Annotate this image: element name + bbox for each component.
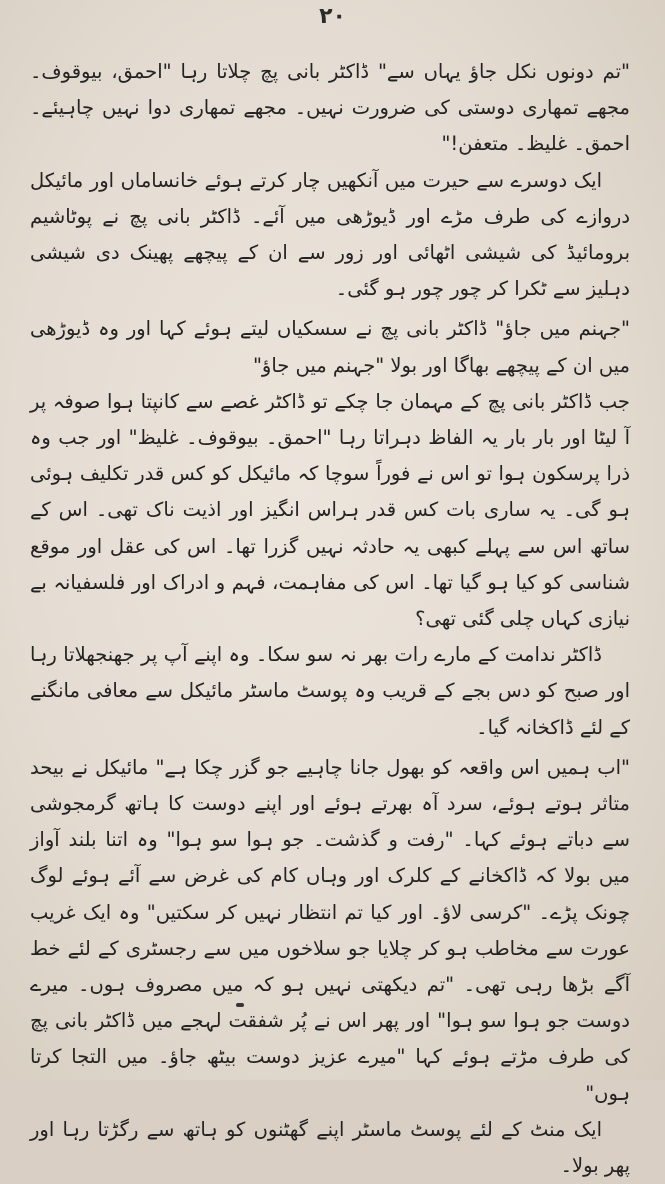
end-mark	[236, 1003, 244, 1007]
page-number: ۲۰	[319, 4, 346, 29]
paragraph: "جہنم میں جاؤ" ڈاکٹر بانی پچ نے سسکیاں لیتے ہوئے کہا اور وہ ڈیوڑھی میں ان کے پیچھے بھاگا اور بولا "جہنم میں جاؤ"	[30, 317, 630, 377]
paragraph: "اب ہمیں اس واقعہ کو بھول جانا چاہیے جو گزر چکا ہے" مائیکل نے بیحد متاثر ہوتے ہوئے، سرد آہ بھرتے ہوئے اور اپنے دوست کا ہاتھ گرمجوشی سے دباتے ہوئے کہا۔ "رفت و گذشت۔ جو ہوا سو ہوا" وہ اتنا بلند آواز میں بولا کہ ڈاکخانے کے کلرک اور وہاں کام کی غرض سے آئے ہوئے لوگ چونک پڑے۔ "کرسی لاؤ۔ اور کیا تم انتظار نہیں کر سکتیں" وہ ایک غریب عورت سے مخاطب ہو کر چلایا جو سلاخوں میں سے رجسٹری کے لئے خط آگے بڑھا رہی تھی۔ "تم دیکھتی نہیں ہو کہ میں مصروف ہوں۔ میرے دوست جو ہوا سو ہوا" اور پھر اس نے پُر شفقت لہجے میں ڈاکٹر بانی پچ کی طرف مڑتے ہوئے کہا "میرے عزیز دوست بیٹھ جاؤ۔ میں التجا کرتا ہوں"	[30, 755, 630, 1105]
paragraph: ایک دوسرے سے حیرت میں آنکھیں چار کرتے ہوئے خانساماں اور مائیکل دروازے کی طرف مڑے اور ڈیوڑھی میں آئے۔ ڈاکٹر بانی پچ نے پوٹاشیم برومائیڈ کی شیشی اٹھائی اور زور سے ان کے پیچھے پھینک دی شیشی دہلیز سے ٹکرا کر چور چور ہو گئی۔	[30, 168, 630, 301]
paragraph: ایک منٹ کے لئے پوسٹ ماسٹر اپنے گھٹنوں کو ہاتھ سے رگڑتا رہا اور پھر بولا۔	[30, 1117, 630, 1178]
page-body	[30, 54, 630, 1184]
paragraph: ڈاکٹر ندامت کے مارے رات بھر نہ سو سکا۔ وہ اپنے آپ پر جھنجھلاتا رہا اور صبح کو دس بجے کے قریب وہ پوسٹ ماسٹر مائیکل سے معافی مانگنے کے لئے ڈاکخانہ گیا۔	[30, 643, 630, 739]
paragraph: جب ڈاکٹر بانی پچ کے مہمان جا چکے تو ڈاکٹر غصے سے کانپتا ہوا صوفہ پر آ لیٹا اور بار بار یہ الفاظ دہراتا رہا "احمق۔ بیوقوف۔ غلیظ" اور جب وہ ذرا پرسکون ہوا تو اس نے فوراً سوچا کہ مائیکل کو کس قدر تکلیف ہوئی ہو گی۔ یہ ساری بات کس قدر ہراس انگیز اور اذیت ناک تھی۔ اس کے ساتھ اس سے پہلے کبھی یہ حادثہ نہیں گزرا تھا۔ اس کی عقل اور موقع شناسی کو کیا ہو گیا تھا۔ اس کی مفاہمت، فہم و ادراک اور فلسفیانہ بے نیازی کہاں چلی گئی تھی؟	[30, 389, 630, 631]
paragraph: "تم دونوں نکل جاؤ یہاں سے" ڈاکٹر بانی پچ چلاتا رہا "احمق، بیوقوف۔ مجھے تمھاری دوستی کی ضرورت نہیں۔ مجھے تمھاری دوا نہیں چاہیئے۔ احمق۔ غلیظ۔ متعفن!"	[30, 60, 630, 156]
